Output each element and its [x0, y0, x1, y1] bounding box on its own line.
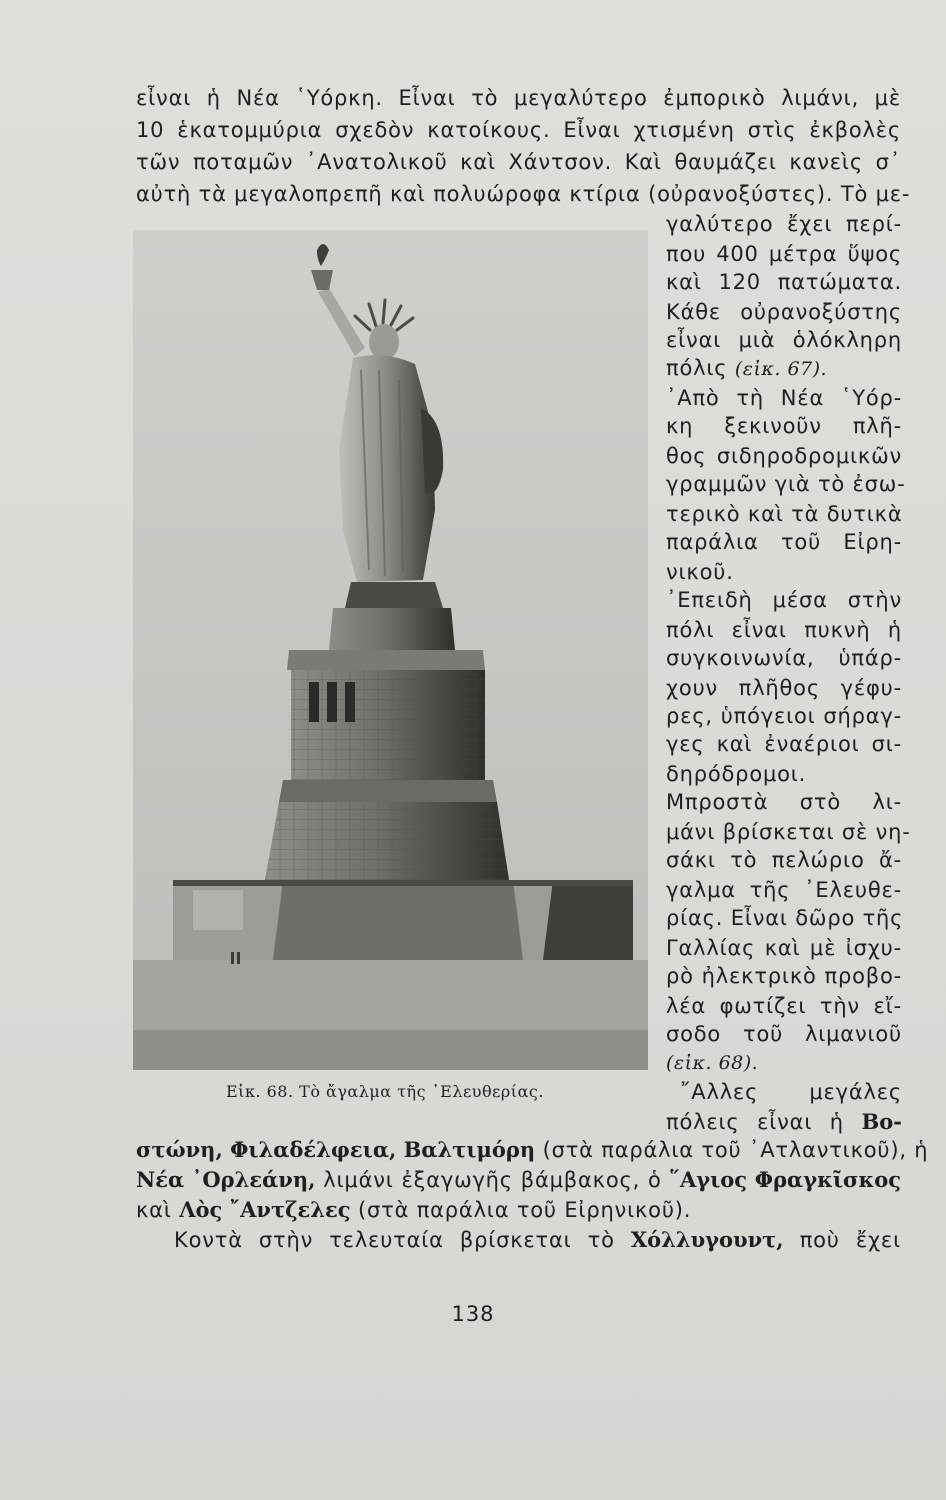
text-run: λιμάνι ἐξαγωγῆς βάμβακος, ὁ	[315, 1168, 670, 1192]
bold-place: Βο-	[861, 1109, 902, 1134]
side-line-fig-ref	[666, 354, 902, 383]
side-line: τερικὸ καὶ τὰ δυτικὰ	[666, 502, 903, 526]
side-line: παράλια τοῦ Εἰρη-	[666, 530, 902, 554]
side-line: συγκοινωνία, ὑπάρ-	[666, 646, 902, 670]
side-line: νικοῦ.	[666, 560, 734, 584]
side-line: Κάθε οὐρανοξύστης	[666, 300, 902, 324]
page-number: 138	[451, 1302, 495, 1326]
side-line: κη ξεκινοῦν πλῆ-	[666, 414, 902, 438]
text-line: τῶν ποταμῶν ᾿Ανατολικοῦ καὶ Χάντσον. Καὶ θαυμάζει κανεὶς σ᾿	[136, 150, 901, 174]
side-line: χουν πλῆθος γέφυ-	[666, 676, 902, 700]
text-run: καὶ	[136, 1198, 180, 1222]
side-line: ᾿Επειδὴ μέσα στὴν	[666, 588, 902, 612]
text-run: (στὰ παράλια τοῦ ᾿Ατλαντικοῦ), ἡ	[535, 1138, 929, 1162]
side-line: ῎Αλλες μεγάλες	[680, 1080, 902, 1104]
bold-place: Λὸς ῎Αντζελες	[179, 1197, 351, 1222]
side-line: λέα φωτίζει τὴν εἴ-	[666, 994, 902, 1018]
side-line: γραμμῶν γιὰ τὸ ἐσω-	[666, 472, 906, 496]
side-line-text: πόλεις εἶναι ἡ	[666, 1110, 844, 1134]
text-run: ποὺ ἔχει	[783, 1228, 901, 1252]
figure-ref: (εἰκ. 67).	[734, 358, 828, 380]
side-line: ρες, ὑπόγειοι σήραγ-	[666, 704, 902, 728]
bold-place: Χόλλυγουντ,	[630, 1227, 784, 1252]
text-line	[174, 1226, 901, 1254]
text-line	[136, 1136, 929, 1164]
bold-place: ῞Αγιος Φραγκῖσκος	[669, 1167, 901, 1192]
side-line-fig-ref	[666, 1048, 902, 1077]
text-line: 10 ἑκατομμύρια σχεδὸν κατοίκους. Εἶναι χτισμένη στὶς ἐκβολὲς	[136, 118, 901, 142]
side-line: καὶ 120 πατώματα.	[666, 270, 902, 294]
text-run: (στὰ παράλια τοῦ Εἰρηνικοῦ).	[350, 1198, 692, 1222]
side-line: Γαλλίας καὶ μὲ ἰσχυ-	[666, 936, 902, 960]
figure-caption: Εἰκ. 68. Τὸ ἄγαλμα τῆς ᾿Ελευθερίας.	[226, 1082, 544, 1101]
side-line: θος σιδηροδρομικῶν	[666, 444, 902, 468]
side-line: που 400 μέτρα ὕψος	[666, 242, 902, 266]
side-line: ᾿Απὸ τὴ Νέα ῾Υόρ-	[666, 386, 902, 410]
side-line: μάνι βρίσκεται σὲ νη-	[666, 820, 911, 844]
side-line: ρίας. Εἶναι δῶρο τῆς	[666, 906, 904, 930]
text-line	[136, 1196, 901, 1224]
text-line	[136, 1166, 901, 1194]
side-line-text: πόλις	[666, 356, 728, 380]
side-line: Μπροστὰ στὸ λι-	[666, 790, 902, 814]
statue-of-liberty-photo	[133, 230, 648, 1070]
text-run: Κοντὰ στὴν τελευταία βρίσκεται τὸ	[174, 1228, 631, 1252]
side-line: σοδο τοῦ λιμανιοῦ	[666, 1022, 902, 1046]
text-line: εἶναι ἡ Νέα ῾Υόρκη. Εἶναι τὸ μεγαλύτερο ἐμπορικὸ λιμάνι, μὲ	[136, 86, 901, 110]
bold-place: Νέα ᾿Ορλεάνη,	[136, 1167, 316, 1192]
figure-ref: (εἰκ. 68).	[666, 1052, 759, 1074]
side-line: γαλύτερο ἔχει περί-	[666, 212, 902, 236]
statue-illustration	[133, 230, 648, 1070]
side-line: σάκι τὸ πελώριο ἄ-	[666, 848, 902, 872]
side-line: γαλμα τῆς ᾿Ελευθε-	[666, 878, 902, 902]
side-line: ρὸ ἠλεκτρικὸ προβο-	[666, 964, 902, 988]
side-line: γες καὶ ἐναέριοι σι-	[666, 732, 902, 756]
side-line: εἶναι μιὰ ὁλόκληρη	[666, 328, 902, 352]
side-line: δηρόδρομοι.	[666, 762, 807, 786]
side-line	[666, 1108, 902, 1136]
side-line: πόλι εἶναι πυκνὴ ἡ	[666, 618, 902, 642]
text-line: αὐτὴ τὰ μεγαλοπρεπῆ καὶ πολυώροφα κτίρια (οὐρανοξύστες). Τὸ με-	[136, 182, 911, 206]
bold-places: στώνη, Φιλαδέλφεια, Βαλτιμόρη	[136, 1137, 536, 1162]
